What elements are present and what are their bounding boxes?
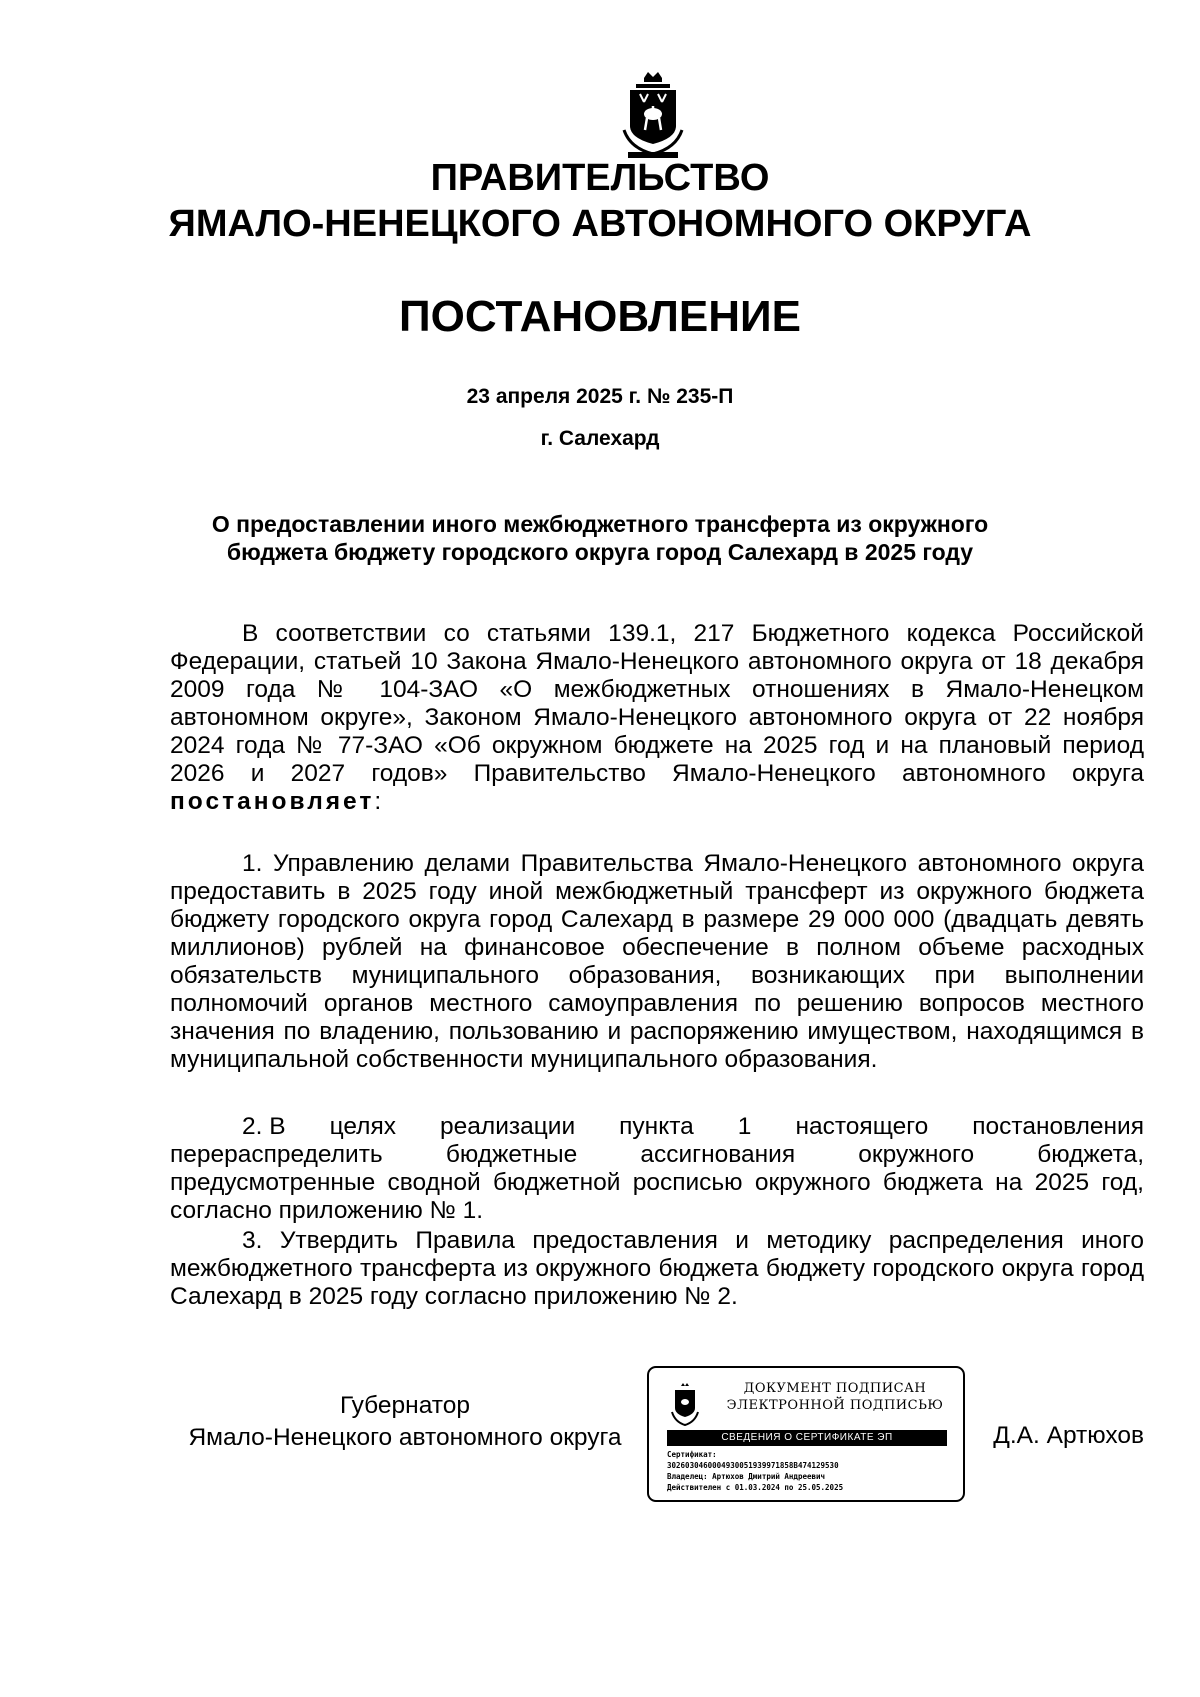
stamp-heading-line2: ЭЛЕКТРОННОЙ ПОДПИСЬЮ <box>726 1398 944 1413</box>
subject-line2: бюджета бюджету городского округа город Салехард в 2025 году <box>226 539 974 565</box>
government-title-line2: ЯМАЛО-НЕНЕЦКОГО АВТОНОМНОГО ОКРУГА <box>168 203 1032 245</box>
stamp-heading-line1: ДОКУМЕНТ ПОДПИСАН <box>743 1381 927 1396</box>
government-title-line1: ПРАВИТЕЛЬСТВО <box>430 157 770 199</box>
item-2-word: 2. В <box>242 1113 286 1140</box>
item-2-word: бюджета, <box>1037 1141 1144 1168</box>
item-2-word: целях <box>329 1113 396 1140</box>
item-2-word: ассигнования <box>640 1141 796 1168</box>
signatory-title-line1: Губернатор <box>340 1392 470 1419</box>
item-1-paragraph <box>170 850 1144 1074</box>
item-2-word: пункта <box>619 1113 694 1140</box>
stamp-certificate-bar: СВЕДЕНИЯ О СЕРТИФИКАТЕ ЭП <box>667 1430 947 1446</box>
stamp-emblem-icon <box>671 1382 699 1428</box>
stamp-certificate-details <box>667 1449 957 1493</box>
electronic-signature-stamp <box>647 1366 965 1502</box>
signatory-title <box>170 1390 640 1454</box>
item-2-line2 <box>170 1141 1144 1169</box>
item-2-rest: предусмотренные сводной бюджетной росписью окружного бюджета на 2025 год, согласно приложению № 1. <box>170 1169 1144 1224</box>
stamp-owner: Владелец: Артюхов Дмитрий Андреевич <box>667 1472 826 1481</box>
stamp-certificate-value: 3026030460004930051939971858B474129530 <box>667 1461 839 1470</box>
item-2-word: 1 <box>737 1113 752 1140</box>
item-2-word: перераспределить <box>170 1141 383 1168</box>
item-2-word: бюджетные <box>445 1141 578 1168</box>
stamp-certificate-label: Сертификат: <box>667 1450 717 1459</box>
stamp-heading <box>719 1380 951 1414</box>
item-2-word: постановления <box>972 1113 1144 1140</box>
item-2-word: настоящего <box>795 1113 929 1140</box>
preamble-text: В соответствии со статьями 139.1, 217 Бюджетного кодекса Российской Федерации, статьей 10 Закона Ямало-Ненецкого автономного округа от 18 декабря 2009 года № 104-ЗАО «О межбюджетных отношениях в Ямало-Ненецком автономном округе», Законом Ямало-Ненецкого автономного округа от 22 ноября 2024 года № 77-ЗАО «Об окружном бюджете на 2025 год и на плановый период 2026 и 2027 годов» Правительство Ямало-Ненецкого автономного округа <box>170 620 1144 787</box>
preamble-paragraph <box>170 620 1144 816</box>
coat-of-arms-emblem <box>622 68 684 160</box>
preamble-end: : <box>374 788 382 815</box>
decree-word: постановляет <box>170 788 375 815</box>
item-3-paragraph <box>170 1227 1144 1311</box>
item-2-line1 <box>170 1113 1144 1141</box>
item-3-text: 3. Утвердить Правила предоставления и методику распределения иного межбюджетного трансферта из окружного бюджета бюджету городского округа город Салехард в 2025 году согласно приложению № 2. <box>170 1227 1144 1310</box>
subject-line1: О предоставлении иного межбюджетного трансферта из окружного <box>211 511 989 537</box>
stamp-validity: Действителен с 01.03.2024 по 25.05.2025 <box>667 1483 844 1492</box>
item-1-text: 1. Управлению делами Правительства Ямало-Ненецкого автономного округа предоставить в 2025 году иной межбюджетный трансферт из окружного бюджета бюджету городского округа город Салехард в размере 29 000 000 (двадцать девять миллионов) рублей на финансовое обеспечение в полном объеме расходных обязательств муниципального образования, возникающих при выполнении полномочий органов местного самоуправления по решению вопросов местного значения по владению, пользованию и распоряжению имуществом, находящимся в муниципальной собственности муниципального образования. <box>170 850 1144 1073</box>
signatory-name: Д.А. Артюхов <box>993 1422 1144 1449</box>
document-type-heading: ПОСТАНОВЛЕНИЕ <box>398 292 802 341</box>
document-city: г. Салехард <box>540 427 660 450</box>
item-2-word: реализации <box>440 1113 576 1140</box>
document-date-number: 23 апреля 2025 г. № 235-П <box>466 385 734 408</box>
signatory-title-line2: Ямало-Ненецкого автономного округа <box>188 1424 622 1451</box>
item-2-word: окружного <box>858 1141 975 1168</box>
item-2-paragraph <box>170 1113 1144 1225</box>
document-subject <box>180 510 1020 566</box>
